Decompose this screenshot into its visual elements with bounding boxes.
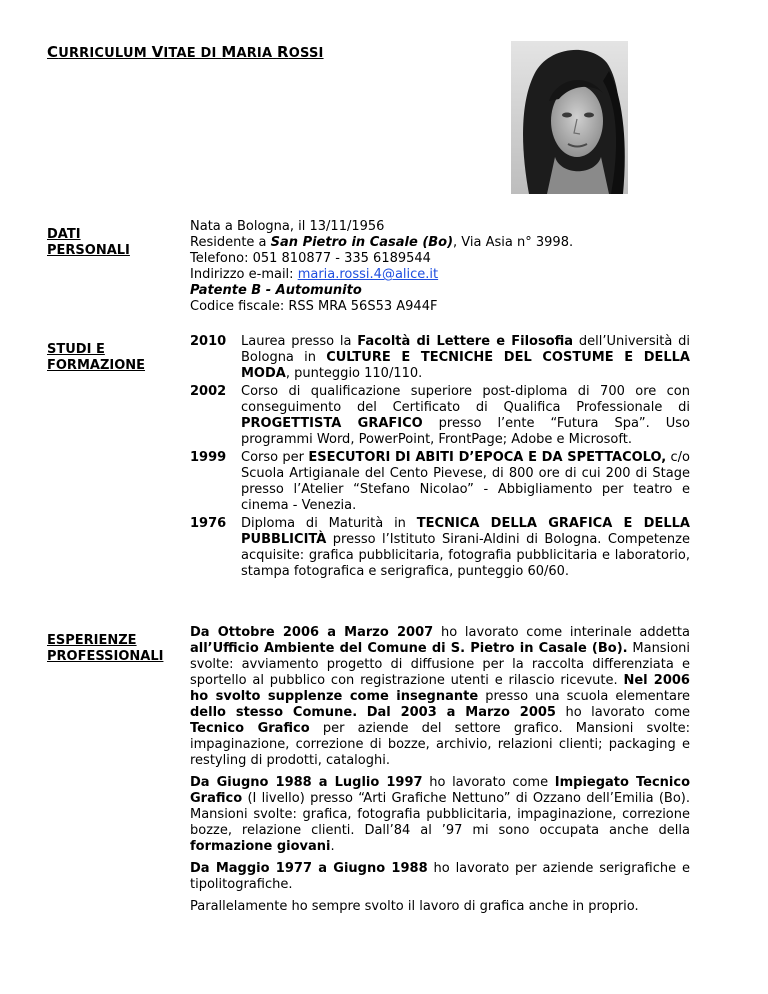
text-run: Corso per: [241, 450, 309, 465]
study-year: 2002: [190, 384, 227, 399]
study-entry: [190, 384, 690, 448]
experience-entry: [190, 861, 690, 893]
text-run: , punteggio 110/110.: [285, 366, 423, 381]
text-run: Corso di qualificazione superiore post-diploma di 700 ore con conseguimento del Certificato di Qualifica Professionale di: [241, 384, 690, 415]
study-year: 1976: [190, 516, 227, 531]
label-line: STUDI E: [47, 342, 105, 357]
residence-place: San Pietro in Casale (Bo): [270, 235, 454, 250]
studies-list: [190, 334, 690, 582]
section-label-experience: [47, 633, 175, 665]
section-label-personal: [47, 227, 175, 259]
text-run: [357, 705, 367, 720]
title-part: OSSI: [288, 46, 324, 61]
residence-suffix: , Via Asia n° 3998.: [453, 235, 574, 250]
text-run: Mansioni svolte: avviamento progetto di diffusione per la raccolta differenziata e sportello al pubblico con registrazione utenti e rilascio ricevute.: [190, 641, 690, 688]
text-run: ho lavorato come interinale addetta: [433, 625, 690, 640]
label-line: PERSONALI: [47, 243, 130, 258]
study-year: 2010: [190, 334, 227, 349]
bold-text: Da Ottobre 2006 a Marzo 2007: [190, 625, 434, 640]
text-run: presso una scuola elementare: [478, 689, 691, 704]
email-prefix: Indirizzo e-mail:: [190, 267, 298, 282]
bold-text: Facoltà di Lettere e Filosofia: [357, 334, 574, 349]
page-title: [47, 44, 324, 62]
portrait-photo: [511, 41, 628, 194]
bold-text: Nel 2006 ho svolto supplenze come insegnante: [190, 673, 690, 704]
title-part: C: [47, 43, 59, 61]
bold-text: dello stesso Comune.: [190, 705, 358, 720]
title-part: R: [276, 43, 289, 61]
bold-text: ESECUTORI DI ABITI D’EPOCA E DA SPETTACOLO,: [308, 450, 667, 465]
bold-text: Da Maggio 1977 a Giugno 1988: [190, 861, 428, 876]
label-line: FORMAZIONE: [47, 358, 146, 373]
text-run: c/o Scuola Artigianale del Cento Pievese, di 800 ore di cui 200 di Stage presso l’Atelier “Stefano Nicolao” - Abbigliamento per teatro e cinema - Venezia.: [241, 450, 690, 513]
text-run: .: [330, 839, 335, 854]
study-year: 1999: [190, 450, 227, 465]
title-part: V: [151, 43, 164, 61]
email-link[interactable]: maria.rossi.4@alice.it: [297, 267, 439, 282]
bold-text: TECNICA DELLA GRAFICA E DELLA PUBBLICITÀ: [241, 516, 690, 547]
bold-text: Impiegato Tecnico Grafico: [190, 775, 691, 806]
text-run: ho lavorato come: [422, 775, 555, 790]
text-run: Laurea presso la: [241, 334, 358, 349]
bold-text: PROGETTISTA GRAFICO: [241, 416, 423, 431]
birth-info: Nata a Bologna, il 13/11/1956: [190, 219, 385, 234]
study-entry: [190, 334, 690, 382]
title-part: URRICULUM: [58, 46, 152, 61]
portrait-image: [511, 41, 628, 194]
study-entry: [190, 450, 690, 514]
text-run: Parallelamente ho sempre svolto il lavoro di grafica anche in proprio.: [190, 899, 639, 914]
title-part: ARIA: [236, 46, 277, 61]
text-run: Diploma di Maturità in: [241, 516, 417, 531]
title-part: ITAE DI: [163, 46, 222, 61]
fiscal-code: Codice fiscale: RSS MRA 56S53 A944F: [190, 299, 438, 314]
phone-info: Telefono: 051 810877 - 335 6189544: [190, 251, 431, 266]
text-run: presso l’Istituto Sirani-Aldini di Bologna. Competenze acquisite: grafica pubblicitaria, fotografia pubblicitaria e laboratorio, stampa fotografica e serigrafica, punteggio 60/60.: [241, 532, 690, 579]
label-line: DATI: [47, 227, 81, 242]
license-info: Patente B - Automunito: [190, 283, 362, 298]
experience-entry: [190, 625, 690, 769]
text-run: per aziende del settore grafico. Mansioni svolte: impaginazione, correzione di bozze, archivio, relazioni clienti; packaging e restyling di prodotti, cataloghi.: [190, 721, 691, 768]
personal-details: [190, 219, 690, 315]
bold-text: Tecnico Grafico: [190, 721, 310, 736]
experience-entry: [190, 775, 690, 855]
bold-text: CULTURE E TECNICHE DEL COSTUME E DELLA MODA: [241, 350, 690, 381]
bold-text: Da Giugno 1988 a Luglio 1997: [190, 775, 423, 790]
bold-text: formazione giovani: [190, 839, 331, 854]
experience-list: [190, 625, 690, 921]
residence-info: [190, 235, 690, 251]
experience-entry: [190, 899, 690, 915]
section-label-studies: [47, 342, 175, 374]
label-line: ESPERIENZE: [47, 633, 137, 648]
residence-prefix: Residente a: [190, 235, 271, 250]
bold-text: Dal 2003 a Marzo 2005: [366, 705, 556, 720]
text-run: ho lavorato come: [555, 705, 690, 720]
label-line: PROFESSIONALI: [47, 649, 164, 664]
title-part: M: [221, 43, 237, 61]
study-entry: [190, 516, 690, 580]
text-run: ho lavorato per aziende serigrafiche e tipolitografiche.: [190, 861, 690, 892]
text-run: dell’Università di Bologna in: [241, 334, 690, 365]
email-info: [190, 267, 690, 283]
text-run: presso l’ente “Futura Spa”. Uso programmi Word, PowerPoint, FrontPage; Adobe e Microsoft.: [241, 416, 690, 447]
text-run: (I livello) presso “Arti Grafiche Nettuno” di Ozzano dell’Emilia (Bo). Mansioni svolte: grafica, fotografia pubblicitaria, impaginazione, correzione bozze, relazione clienti. Dall’84 al ’97 mi sono occupata anche della: [190, 791, 690, 838]
bold-text: all’Ufficio Ambiente del Comune di S. Pietro in Casale (Bo).: [190, 641, 628, 656]
